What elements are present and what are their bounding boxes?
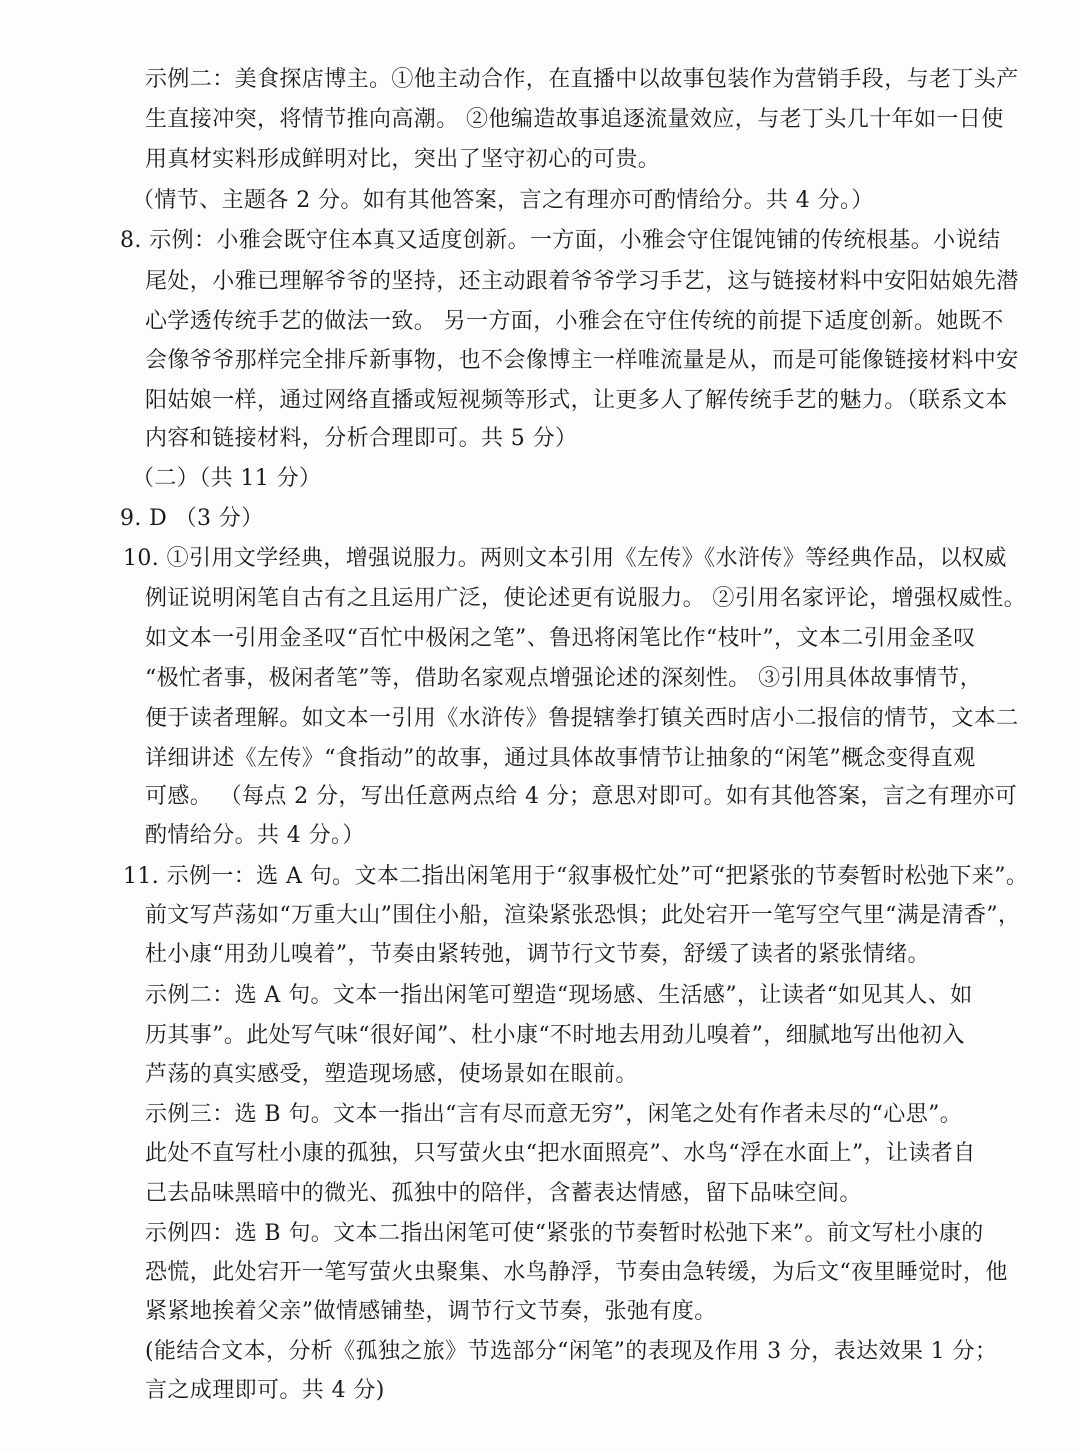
text-line: 此处不直写杜小康的孤独，只写萤火虫“把水面照亮”、水鸟“浮在水面上”，让读者自: [145, 1141, 976, 1166]
text-line: 示例二：美食探店博主。①他主动合作，在直播中以故事包装作为营销手段，与老丁头产: [145, 67, 1019, 92]
text-line: 紧紧地挨着父亲”做情感铺垫，调节行文节奏，张弛有度。: [145, 1299, 717, 1324]
text-line: 历其事”。此处写气味“很好闻”、杜小康“不时地去用劲儿嗅着”，细腻地写出他初入: [145, 1023, 965, 1048]
question-8-line: 8. 示例：小雅会既守住本真又适度创新。一方面，小雅会守住馄饨铺的传统根基。小说结: [120, 228, 1001, 253]
text-line: 示例四：选 B 句。文本二指出闲笔可使“紧张的节奏暂时松弛下来”。前文写杜小康的: [145, 1221, 984, 1246]
text-line: 示例二：选 A 句。文本一指出闲笔可塑造“现场感、生活感”，让读者“如见其人、如: [145, 983, 973, 1008]
text-line: 言之成理即可。共 4 分): [145, 1378, 385, 1403]
text-line: 用真材实料形成鲜明对比，突出了坚守初心的可贵。: [145, 147, 661, 172]
text-line: 阳姑娘一样，通过网络直播或短视频等形式，让更多人了解传统手艺的魅力。（联系文本: [145, 388, 1008, 413]
text-line: 内容和链接材料，分析合理即可。共 5 分）: [145, 426, 578, 451]
text-line: 芦荡的真实感受，塑造现场感，使场景如在眼前。: [145, 1062, 638, 1087]
question-11-line: 11. 示例一：选 A 句。文本二指出闲笔用于“叙事极忙处”可“把紧张的节奏暂时松弛下来”。: [123, 864, 1029, 889]
text-line: 示例三：选 B 句。文本一指出“言有尽而意无穷”，闲笔之处有作者未尽的“心思”。: [145, 1102, 963, 1127]
text-line: 前文写芦荡如“万重大山”围住小船，渲染紧张恐惧；此处宕开一笔写空气里“满是清香”，: [145, 903, 1021, 928]
text-line: 杜小康“用劲儿嗅着”，节奏由紧转弛，调节行文节奏，舒缓了读者的紧张情绪。: [145, 942, 930, 967]
text-line: “极忙者事，极闲者笔”等，借助名家观点增强论述的深刻性。 ③引用具体故事情节，: [145, 666, 983, 691]
text-line: 酌情给分。共 4 分。）: [145, 823, 365, 848]
text-line: 详细讲述《左传》“食指动”的故事，通过具体故事情节让抽象的“闲笔”概念变得直观: [145, 746, 976, 771]
text-line: 便于读者理解。如文本一引用《水浒传》鲁提辖拳打镇关西时店小二报信的情节，文本二: [145, 706, 1019, 731]
text-line: (能结合文本，分析《孤独之旅》节选部分“闲笔”的表现及作用 3 分，表达效果 1 分；: [145, 1339, 998, 1364]
text-line: （情节、主题各 2 分。如有其他答案，言之有理亦可酌情给分。共 4 分。）: [132, 188, 874, 213]
text-line: 心学透传统手艺的做法一致。 另一方面，小雅会在守住传统的前提下适度创新。她既不: [145, 309, 1004, 334]
text-line: 例证说明闲笔自古有之且运用广泛，使论述更有说服力。 ②引用名家评论，增强权威性。: [145, 586, 1026, 611]
text-line: 如文本一引用金圣叹“百忙中极闲之笔”、鲁迅将闲笔比作“枝叶”，文本二引用金圣叹: [145, 626, 976, 651]
text-line: 可感。 （每点 2 分，写出任意两点给 4 分；意思对即可。如有其他答案，言之有理亦可: [145, 784, 1018, 809]
text-line: 尾处，小雅已理解爷爷的坚持，还主动跟着爷爷学习手艺，这与链接材料中安阳姑娘先潜: [145, 269, 1019, 294]
question-9-line: 9. D （3 分）: [120, 506, 264, 531]
text-line: 生直接冲突，将情节推向高潮。 ②他编造故事追逐流量效应，与老丁头几十年如一日使: [145, 107, 1004, 132]
text-line: 己去品味黑暗中的微光、孤独中的陪伴，含蓄表达情感，留下品味空间。: [145, 1181, 862, 1206]
text-line: 会像爷爷那样完全排斥新事物，也不会像博主一样唯流量是从，而是可能像链接材料中安: [145, 348, 1019, 373]
section-heading: （二）（共 11 分）: [132, 466, 322, 491]
question-10-line: 10. ①引用文学经典，增强说服力。两则文本引用《左传》《水浒传》等经典作品，以权威: [123, 546, 1007, 571]
text-line: 恐慌，此处宕开一笔写萤火虫聚集、水鸟静浮，节奏由急转缓，为后文“夜里睡觉时，他: [145, 1260, 1008, 1285]
